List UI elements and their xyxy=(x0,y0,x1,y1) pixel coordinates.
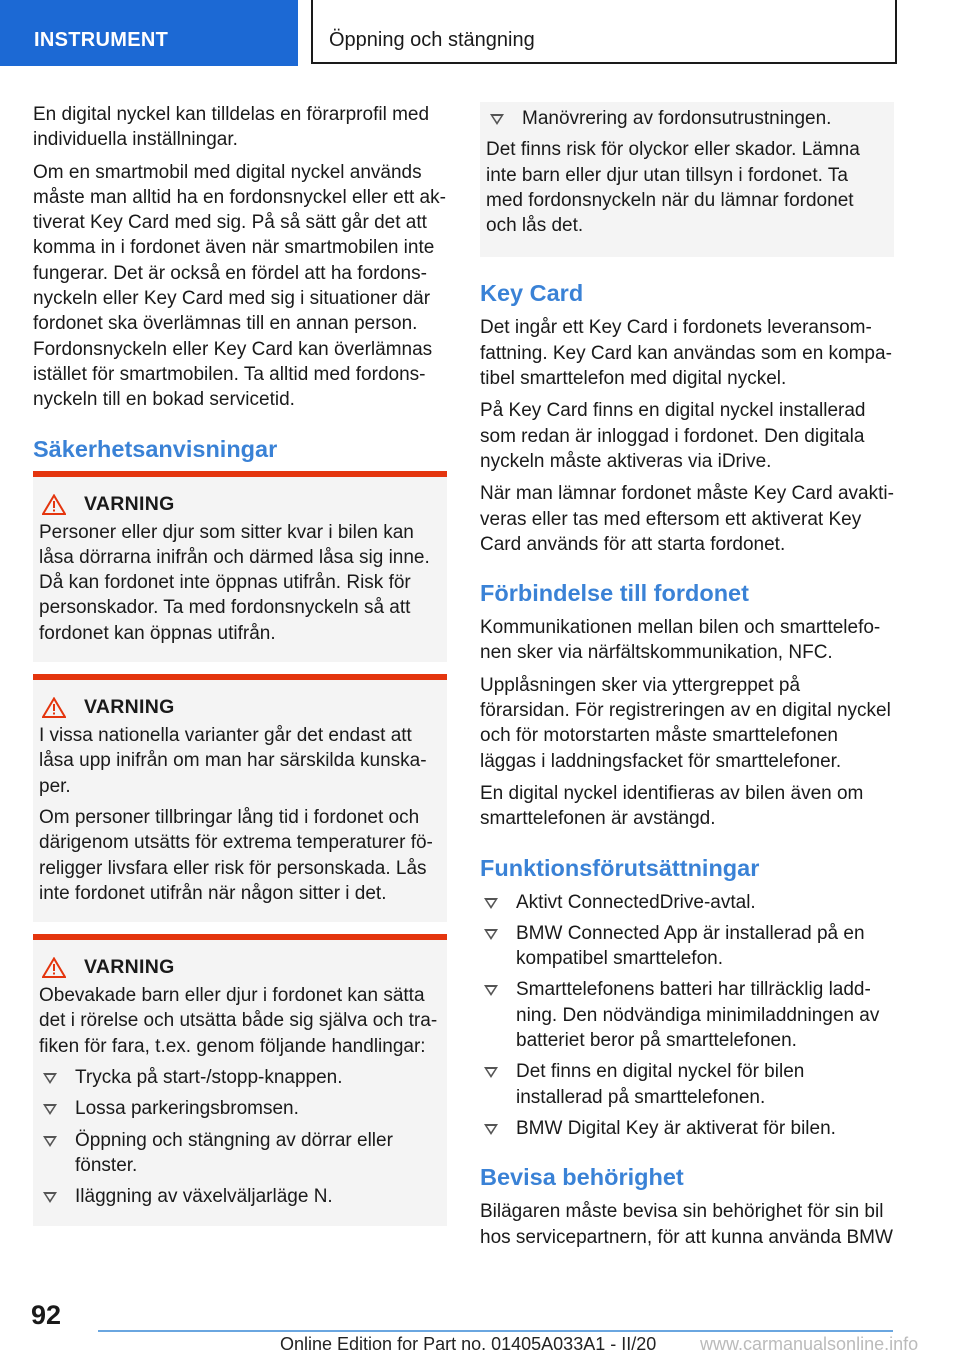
bullet-triangle-icon xyxy=(43,1073,57,1084)
watermark: www.carmanualsonline.info xyxy=(700,1334,919,1354)
list-item: Lossa parkeringsbromsen. xyxy=(39,1096,441,1121)
footer-divider xyxy=(98,1330,893,1332)
paragraph: När man lämnar fordonet måste Key Card avakti-veras eller tas med eftersom ett aktiverat Key Card används för att starta fordonet. xyxy=(480,483,894,555)
warning-triangle-icon xyxy=(42,957,66,978)
paragraph: Kommunikationen mellan bilen och smarttelefo-nen sker via närfältskommunikation, NFC. xyxy=(480,617,881,664)
page-number: 92 xyxy=(31,1300,62,1330)
warning-box xyxy=(33,471,447,662)
chapter-tab xyxy=(311,0,897,64)
left-column xyxy=(33,102,447,1226)
section-heading-key-card: Key Card xyxy=(480,280,584,307)
paragraph: En digital nyckel identifieras av bilen även om smarttelefonen är avstängd. xyxy=(480,782,864,830)
bullet-triangle-icon xyxy=(43,1136,57,1147)
warning-list xyxy=(486,102,888,131)
bullet-triangle-icon xyxy=(43,1104,57,1115)
bullet-triangle-icon xyxy=(484,985,498,996)
bullet-triangle-icon xyxy=(484,898,498,909)
list-item: Öppning och stängning av dörrar eller fönster. xyxy=(39,1128,441,1179)
warning-text: Personer eller djur som sitter kvar i bilen kan låsa dörrarna inifrån och därmed låsa sig inne. Då kan fordonet inte öppnas utifrån. Risk för personskador. Ta med fordonsnyckeln så att fordonet kan öppnas utifrån. xyxy=(39,521,430,644)
list-item: BMW Connected App är installerad på en kompatibel smarttelefon. xyxy=(480,921,894,972)
list-item: Iläggning av växelväljarläge N. xyxy=(39,1184,441,1209)
list-item: BMW Digital Key är aktiverat för bilen. xyxy=(480,1116,894,1141)
bullet-triangle-icon xyxy=(490,114,504,125)
warning-text: Det finns risk för olyckor eller skador. Lämna inte barn eller djur utan tillsyn i fordonet. Ta med fordonsnyckeln när du lämnar fordonet och lås det. xyxy=(486,139,860,237)
right-column xyxy=(480,102,894,1257)
list-item: Aktivt ConnectedDrive-avtal. xyxy=(480,890,894,915)
warning-text: Obevakade barn eller djur i fordonet kan sätta det i rörelse och utsätta både sig själva och tra-fiken för fara, t.ex. genom följande handlingar: xyxy=(39,985,438,1057)
section-heading-safety: Säkerhetsanvisningar xyxy=(33,435,278,462)
warning-box xyxy=(33,674,447,922)
bullet-triangle-icon xyxy=(484,1124,498,1135)
section-heading-connection: Förbindelse till fordonet xyxy=(480,580,749,607)
section-tab xyxy=(0,0,298,66)
bullet-triangle-icon xyxy=(484,929,498,940)
list-item: Manövrering av fordonsutrustningen. xyxy=(486,106,888,131)
paragraph: Det ingår ett Key Card i fordonets leveransom-fattning. Key Card kan användas som en kompa-tibel smarttelefon med digital nyckel. xyxy=(480,317,892,390)
bullet-triangle-icon xyxy=(43,1192,57,1203)
edition-text: Online Edition for Part no. 01405A033A1 - II/20 xyxy=(280,1334,657,1354)
warning-text: I vissa nationella varianter går det endast att låsa upp inifrån om man har särskilda kunska-per. xyxy=(39,725,427,797)
list-item: Det finns en digital nyckel för bilen installerad på smarttelefonen. xyxy=(480,1059,894,1110)
bullet-triangle-icon xyxy=(484,1067,498,1078)
page-header xyxy=(0,0,960,66)
warning-header xyxy=(39,493,441,516)
warning-triangle-icon xyxy=(42,494,66,515)
requirements-list xyxy=(480,890,894,1142)
chapter-title: Öppning och stängning xyxy=(329,29,535,51)
warning-title: VARNING xyxy=(84,696,175,719)
section-title: INSTRUMENT xyxy=(34,29,169,51)
warning-text: Om personer tillbringar lång tid i fordonet och därigenom utsätts för extrema temperaturer fö-religger livsfara eller risk för personskada. Lås inte fordonet utifrån när någon sitter i det. xyxy=(39,806,433,904)
warning-box-continued xyxy=(480,102,894,257)
section-heading-requirements: Funktionsförutsättningar xyxy=(480,854,760,881)
list-item: Trycka på start-/stopp-knappen. xyxy=(39,1065,441,1090)
warning-list xyxy=(39,1065,441,1209)
list-item: Smarttelefonens batteri har tillräcklig ladd-ning. Den nödvändiga minimiladdningen av batteriet beror på smarttelefonen. xyxy=(480,977,894,1053)
paragraph: Bilägaren måste bevisa sin behörighet för sin bil hos servicepartnern, för att kunna använda BMW xyxy=(480,1201,893,1248)
paragraph: Om en smartmobil med digital nyckel används måste man alltid ha en fordonsnyckel eller ett ak-tiverat Key Card med sig. På så sätt går det att komma in i fordonet även när smartmobilen inte fungerar. Det är också en fördel att ha fordons-nyckeln eller Key Card med sig i situationer där fordonet ska överlämnas till en annan person. Fordonsnyckeln eller Key Card kan överlämnas istället för smartmobilen. Ta alltid med fordons-nyckeln till en bokad servicetid. xyxy=(33,161,446,411)
warning-triangle-icon xyxy=(42,697,66,718)
warning-header xyxy=(39,956,441,979)
warning-header xyxy=(39,696,441,719)
section-heading-authorization: Bevisa behörighet xyxy=(480,1164,684,1191)
paragraph: En digital nyckel kan tilldelas en förarprofil med individuella inställningar. xyxy=(33,104,430,151)
paragraph: På Key Card finns en digital nyckel installerad som redan är inloggad i fordonet. Den digitala nyckeln måste aktiveras via iDrive. xyxy=(480,400,866,472)
warning-box xyxy=(33,934,447,1225)
paragraph: Upplåsningen sker via yttergreppet på förarsidan. För registreringen av en digital nyckel och för motorstarten måste smarttelefonen läggas i laddningsfacket för smarttelefoner. xyxy=(480,674,891,772)
warning-title: VARNING xyxy=(84,492,175,515)
warning-title: VARNING xyxy=(84,956,175,979)
